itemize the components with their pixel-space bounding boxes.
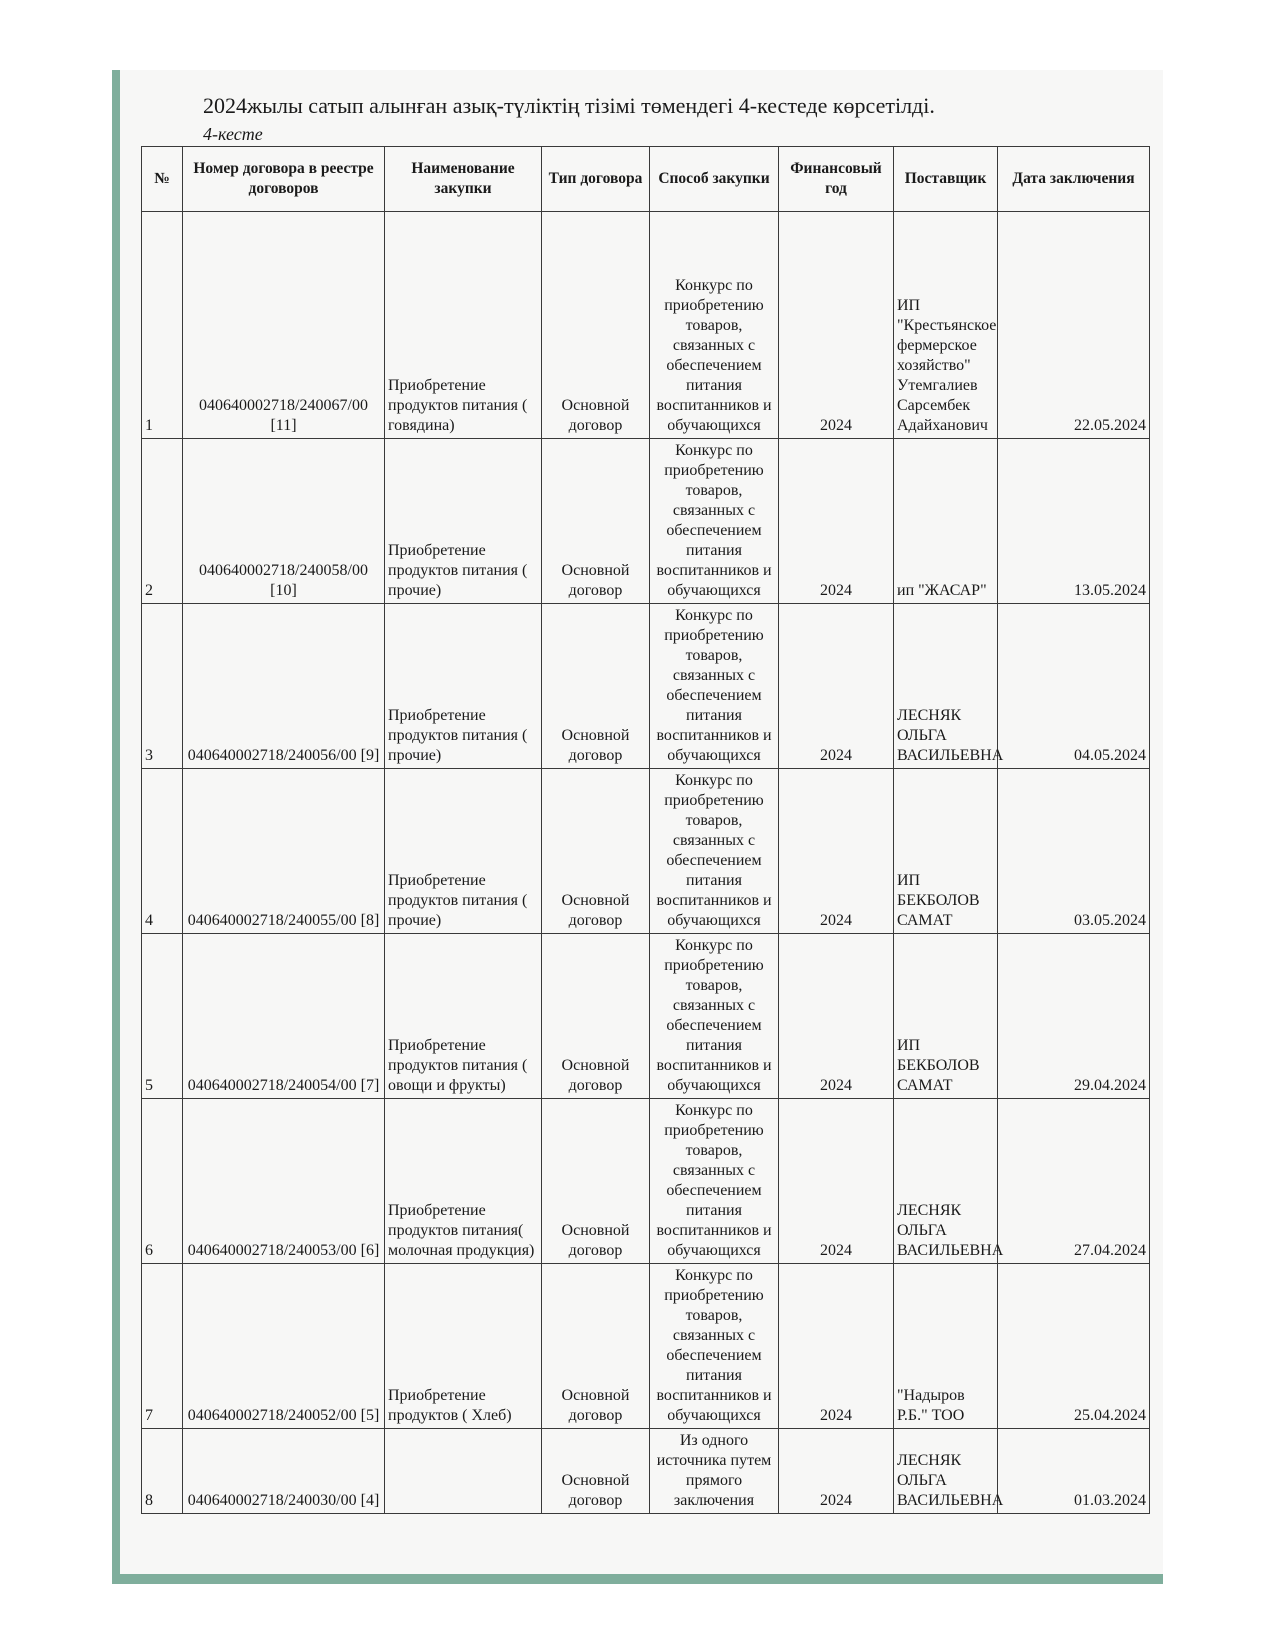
conclusion-date: 25.04.2024 xyxy=(998,1264,1150,1429)
purchase-name: Приобретение продуктов питания( молочная продукция) xyxy=(385,1099,542,1264)
table-caption: 4-кесте xyxy=(203,124,263,144)
contract-type: Основной договор xyxy=(542,439,650,604)
purchase-name: Приобретение продуктов ( Хлеб) xyxy=(385,1264,542,1429)
row-number: 2 xyxy=(142,439,183,604)
header-contract: Номер договора в реестре договоров xyxy=(183,147,385,212)
purchase-name: Приобретение продуктов питания ( прочие) xyxy=(385,769,542,934)
conclusion-date: 01.03.2024 xyxy=(998,1429,1150,1514)
purchase-method: Конкурс по приобретению товаров, связанных с обеспечением питания воспитанников и обучающихся xyxy=(650,934,779,1099)
financial-year: 2024 xyxy=(779,1429,894,1514)
document-heading: 2024жылы сатып алынған азық-түліктің тізімі төмендегі 4-кестеде көрсетілді. xyxy=(203,93,935,118)
purchase-method: Конкурс по приобретению товаров, связанных с обеспечением питания воспитанников и обучающихся xyxy=(650,604,779,769)
table-row xyxy=(142,439,1150,604)
row-number: 8 xyxy=(142,1429,183,1514)
purchase-method: Из одного источника путем прямого заключения xyxy=(650,1429,779,1514)
table-row xyxy=(142,1429,1150,1514)
row-number: 3 xyxy=(142,604,183,769)
header-supplier: Поставщик xyxy=(894,147,998,212)
purchase-name: Приобретение продуктов питания ( прочие) xyxy=(385,604,542,769)
header-type: Тип договора xyxy=(542,147,650,212)
row-number: 5 xyxy=(142,934,183,1099)
financial-year: 2024 xyxy=(779,769,894,934)
contract-number: 040640002718/240052/00 [5] xyxy=(183,1264,385,1429)
contract-number: 040640002718/240058/00 [10] xyxy=(183,439,385,604)
header-year: Финансовый год xyxy=(779,147,894,212)
supplier: ИП БЕКБОЛОВ САМАТ xyxy=(894,769,998,934)
header-name: Наименование закупки xyxy=(385,147,542,212)
supplier: ип "ЖАСАР" xyxy=(894,439,998,604)
contract-type: Основной договор xyxy=(542,769,650,934)
table-row xyxy=(142,1264,1150,1429)
purchase-method: Конкурс по приобретению товаров, связанных с обеспечением питания воспитанников и обучающихся xyxy=(650,212,779,439)
contract-number: 040640002718/240067/00 [11] xyxy=(183,212,385,439)
contract-type: Основной договор xyxy=(542,1264,650,1429)
contract-type: Основной договор xyxy=(542,934,650,1099)
contract-number: 040640002718/240054/00 [7] xyxy=(183,934,385,1099)
purchase-name: Приобретение продуктов питания ( овощи и фрукты) xyxy=(385,934,542,1099)
financial-year: 2024 xyxy=(779,1099,894,1264)
row-number: 6 xyxy=(142,1099,183,1264)
table-header-row xyxy=(142,147,1150,212)
table-row xyxy=(142,934,1150,1099)
conclusion-date: 29.04.2024 xyxy=(998,934,1150,1099)
contract-type: Основной договор xyxy=(542,1429,650,1514)
supplier: ЛЕСНЯК ОЛЬГА ВАСИЛЬЕВНА xyxy=(894,604,998,769)
scan-edge-bottom xyxy=(112,1574,1163,1584)
purchase-name xyxy=(385,1429,542,1514)
financial-year: 2024 xyxy=(779,439,894,604)
financial-year: 2024 xyxy=(779,934,894,1099)
contract-type: Основной договор xyxy=(542,604,650,769)
table-row xyxy=(142,769,1150,934)
contract-number: 040640002718/240056/00 [9] xyxy=(183,604,385,769)
purchase-name: Приобретение продуктов питания ( говядина) xyxy=(385,212,542,439)
contract-number: 040640002718/240030/00 [4] xyxy=(183,1429,385,1514)
table-row xyxy=(142,212,1150,439)
conclusion-date: 13.05.2024 xyxy=(998,439,1150,604)
contract-type: Основной договор xyxy=(542,1099,650,1264)
financial-year: 2024 xyxy=(779,604,894,769)
scan-edge-left xyxy=(112,70,120,1582)
purchase-method: Конкурс по приобретению товаров, связанных с обеспечением питания воспитанников и обучающихся xyxy=(650,439,779,604)
financial-year: 2024 xyxy=(779,1264,894,1429)
contract-number: 040640002718/240053/00 [6] xyxy=(183,1099,385,1264)
row-number: 1 xyxy=(142,212,183,439)
financial-year: 2024 xyxy=(779,212,894,439)
conclusion-date: 03.05.2024 xyxy=(998,769,1150,934)
contract-type: Основной договор xyxy=(542,212,650,439)
table-row xyxy=(142,1099,1150,1264)
supplier: ИП "Крестьянское фермерское хозяйство" Утемгалиев Сарсембек Адайханович xyxy=(894,212,998,439)
header-date: Дата заключения xyxy=(998,147,1150,212)
purchase-method: Конкурс по приобретению товаров, связанных с обеспечением питания воспитанников и обучающихся xyxy=(650,1099,779,1264)
conclusion-date: 27.04.2024 xyxy=(998,1099,1150,1264)
conclusion-date: 22.05.2024 xyxy=(998,212,1150,439)
purchase-name: Приобретение продуктов питания ( прочие) xyxy=(385,439,542,604)
header-method: Способ закупки xyxy=(650,147,779,212)
conclusion-date: 04.05.2024 xyxy=(998,604,1150,769)
purchase-method: Конкурс по приобретению товаров, связанных с обеспечением питания воспитанников и обучающихся xyxy=(650,769,779,934)
supplier: "Надыров Р.Б." ТОО xyxy=(894,1264,998,1429)
supplier: ЛЕСНЯК ОЛЬГА ВАСИЛЬЕВНА xyxy=(894,1099,998,1264)
table-row xyxy=(142,604,1150,769)
purchase-method: Конкурс по приобретению товаров, связанных с обеспечением питания воспитанников и обучающихся xyxy=(650,1264,779,1429)
supplier: ЛЕСНЯК ОЛЬГА ВАСИЛЬЕВНА xyxy=(894,1429,998,1514)
row-number: 4 xyxy=(142,769,183,934)
row-number: 7 xyxy=(142,1264,183,1429)
contracts-table xyxy=(141,146,1150,1514)
header-num: № xyxy=(142,147,183,212)
contract-number: 040640002718/240055/00 [8] xyxy=(183,769,385,934)
supplier: ИП БЕКБОЛОВ САМАТ xyxy=(894,934,998,1099)
